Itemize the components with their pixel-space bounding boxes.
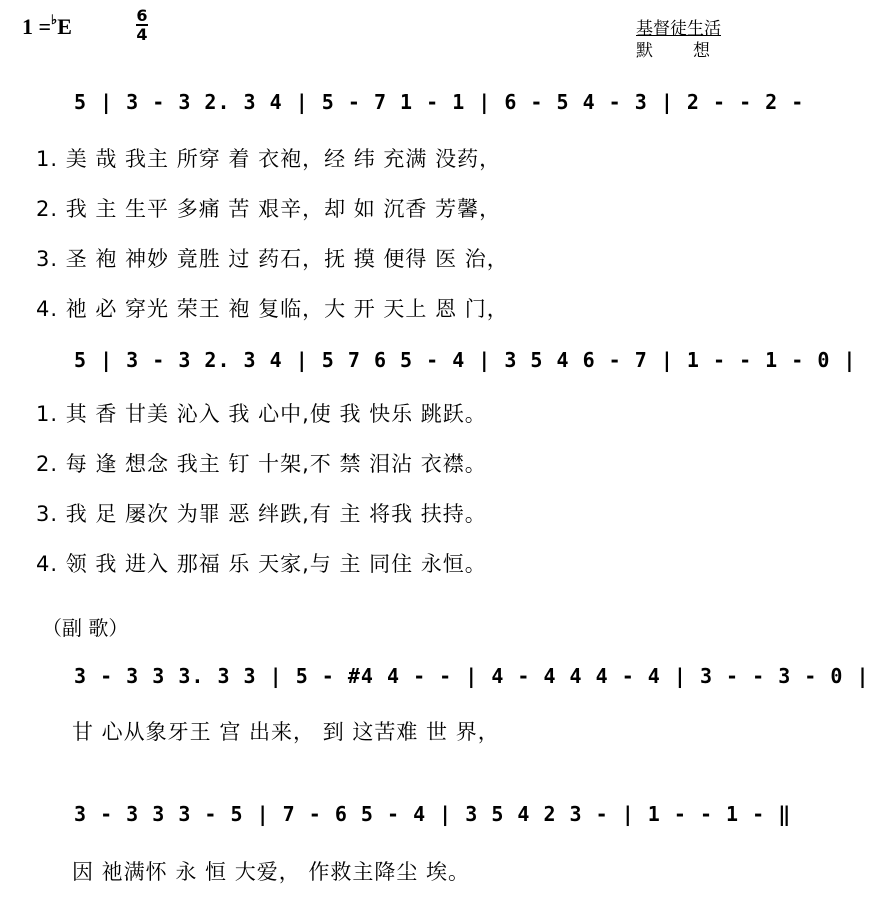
chorus-label: （副 歌） bbox=[42, 616, 129, 640]
key-note: E bbox=[57, 14, 72, 39]
chorus-lyric-2: 因 祂满怀 永 恒 大爱， 作救主降尘 埃。 bbox=[72, 860, 471, 884]
chorus-lyric-1: 甘 心从象牙王 宫 出来， 到 这苦难 世 界， bbox=[72, 720, 500, 744]
notation-line-1: 5 | 3 - 3 2. 3 4 | 5 - 7 1 - 1 | 6 - 5 4 - 3 | 2 - - 2 - bbox=[74, 90, 805, 114]
time-signature bbox=[136, 8, 148, 42]
verse-line-1-2: 2. 我 主 生平 多痛 苦 艰辛，却 如 沉香 芳馨， bbox=[36, 197, 502, 221]
notation-line-2: 5 | 3 - 3 2. 3 4 | 5 7 6 5 - 4 | 3 5 4 6 - 7 | 1 - - 1 - 0 | bbox=[74, 348, 857, 372]
verse-line-2-2: 2. 每 逢 想念 我主 钉 十架,不 禁 泪沾 衣襟。 bbox=[36, 452, 487, 476]
key-prefix: 1 = bbox=[22, 14, 52, 39]
verse-line-1-4: 4. 祂 必 穿光 荣王 袍 复临，大 开 天上 恩 门， bbox=[36, 297, 509, 321]
verse-line-2-3: 3. 我 足 屡次 为罪 恶 绊跌,有 主 将我 扶持。 bbox=[36, 502, 487, 526]
verse-line-1-1: 1. 美 哉 我主 所穿 着 衣袍，经 纬 充满 没药， bbox=[36, 147, 502, 171]
notation-line-3: 3 - 3 3 3. 3 3 | 5 - #4 4 - - | 4 - 4 4 4 - 4 | 3 - - 3 - 0 | bbox=[74, 664, 870, 688]
flat-sign: ♭ bbox=[51, 12, 58, 27]
verse-line-2-4: 4. 领 我 进入 那福 乐 天家,与 主 同住 永恒。 bbox=[36, 552, 487, 576]
song-source: 默想 bbox=[636, 41, 750, 61]
song-category: 基督徒生活 bbox=[636, 19, 721, 39]
meter-top: 6 bbox=[136, 6, 148, 25]
verse-line-1-3: 3. 圣 袍 神妙 竟胜 过 药石，抚 摸 便得 医 治， bbox=[36, 247, 509, 271]
notation-line-4: 3 - 3 3 3 - 5 | 7 - 6 5 - 4 | 3 5 4 2 3 - | 1 - - 1 - ‖ bbox=[74, 802, 792, 826]
verse-line-2-1: 1. 其 香 甘美 沁入 我 心中,使 我 快乐 跳跃。 bbox=[36, 402, 487, 426]
key-signature bbox=[22, 14, 72, 40]
meter-bottom: 4 bbox=[136, 25, 148, 44]
